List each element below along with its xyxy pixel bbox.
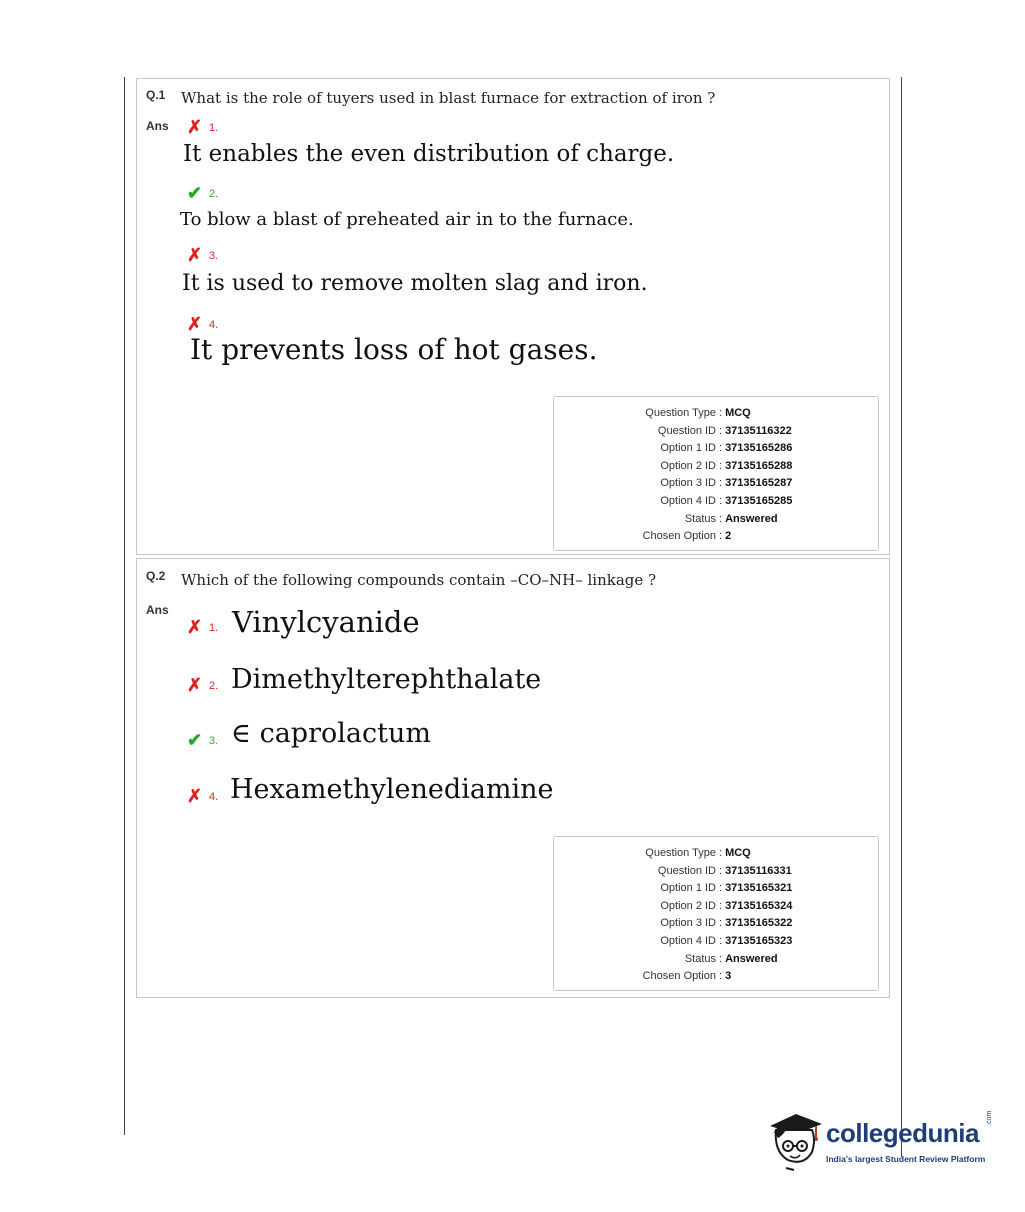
option-text: To blow a blast of preheated air in to the furnace. xyxy=(180,209,634,230)
meta-row: Option 3 ID : 37135165322 xyxy=(660,917,793,930)
option-number: 4. xyxy=(209,319,219,331)
meta-row: Status : Answered xyxy=(684,952,778,965)
answer-label: Ans xyxy=(146,119,169,133)
meta-row: Question ID : 37135116331 xyxy=(657,864,792,877)
meta-row: Option 4 ID : 37135165285 xyxy=(660,494,793,507)
page-border-right xyxy=(901,77,902,1157)
logo-tagline: India's largest Student Review Platform xyxy=(826,1154,986,1164)
question-number: Q.1 xyxy=(146,88,166,102)
logo-domain-suffix: .com xyxy=(986,1110,993,1126)
wrong-icon: ✗ xyxy=(187,117,203,137)
meta-row: Question ID : 37135116322 xyxy=(657,424,792,437)
question-meta-panel xyxy=(553,396,879,551)
question-card-1 xyxy=(136,78,890,555)
meta-row: Question Type : MCQ xyxy=(645,407,751,419)
option-text: Dimethylterephthalate xyxy=(231,664,542,695)
option-number: 2. xyxy=(209,680,219,692)
option-number: 4. xyxy=(209,791,219,803)
meta-row: Option 2 ID : 37135165324 xyxy=(660,899,793,912)
question-text: What is the role of tuyers used in blast furnace for extraction of iron ? xyxy=(181,89,716,107)
wrong-icon: ✗ xyxy=(187,314,203,334)
wrong-icon: ✗ xyxy=(187,786,203,806)
option-text: Hexamethylenediamine xyxy=(230,774,554,805)
meta-row: Status : Answered xyxy=(684,512,778,525)
wrong-icon: ✗ xyxy=(187,617,203,637)
meta-row: Chosen Option : 3 xyxy=(642,970,732,983)
meta-row: Option 2 ID : 37135165288 xyxy=(660,459,793,472)
meta-row: Chosen Option : 2 xyxy=(642,530,732,543)
option-number: 3. xyxy=(209,735,219,747)
meta-row: Option 1 ID : 37135165286 xyxy=(660,442,793,455)
option-text: It is used to remove molten slag and iron. xyxy=(182,271,648,296)
option-text: ∈ caprolactum xyxy=(231,718,431,749)
answer-label: Ans xyxy=(146,603,169,617)
question-meta-panel xyxy=(553,836,879,991)
check-icon: ✔ xyxy=(187,730,203,750)
option-number: 1. xyxy=(209,622,219,634)
question-number: Q.2 xyxy=(146,569,166,583)
question-card-2 xyxy=(136,558,890,998)
collegedunia-logo[interactable] xyxy=(766,1104,996,1174)
option-text: Vinylcyanide xyxy=(232,605,420,639)
question-text: Which of the following compounds contain –CO–NH– linkage ? xyxy=(181,571,657,589)
student-mascot-icon xyxy=(766,1104,824,1174)
option-number: 3. xyxy=(209,250,219,262)
option-number: 1. xyxy=(209,122,219,134)
option-number: 2. xyxy=(209,188,219,200)
meta-row: Option 1 ID : 37135165321 xyxy=(660,882,793,895)
check-icon: ✔ xyxy=(187,183,203,203)
page-border-left xyxy=(124,77,125,1135)
option-text: It prevents loss of hot gases. xyxy=(190,333,598,366)
meta-row: Option 3 ID : 37135165287 xyxy=(660,477,793,490)
wrong-icon: ✗ xyxy=(187,245,203,265)
meta-row: Option 4 ID : 37135165323 xyxy=(660,934,793,947)
meta-row: Question Type : MCQ xyxy=(645,847,751,859)
wrong-icon: ✗ xyxy=(187,675,203,695)
logo-wordmark: collegedunia xyxy=(826,1118,979,1148)
option-text: It enables the even distribution of charge. xyxy=(183,141,675,167)
